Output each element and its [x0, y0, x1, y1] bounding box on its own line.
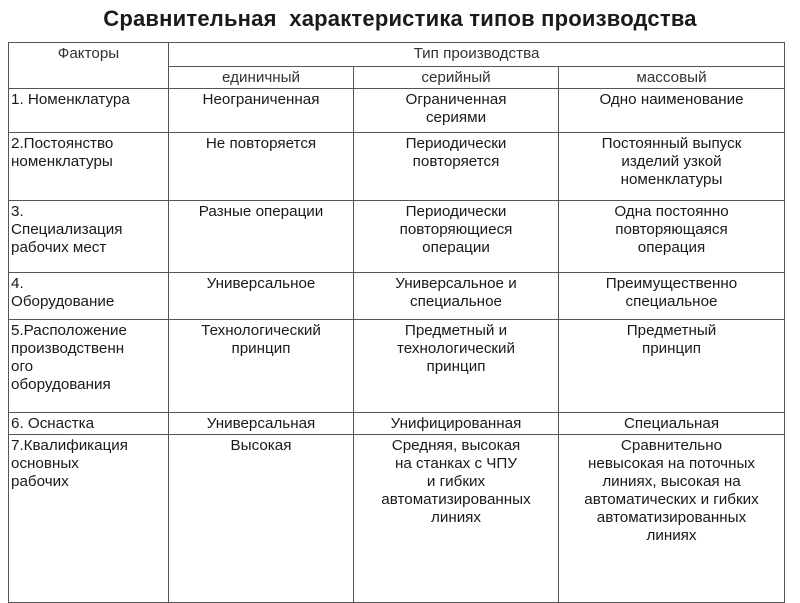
- cell-serial: Средняя, высокая на станках с ЧПУ и гибких автоматизированных линиях: [354, 435, 559, 603]
- cell-single: Технологический принцип: [169, 320, 354, 413]
- cell-mass: Специальная: [559, 413, 785, 435]
- subheader-mass: массовый: [559, 67, 785, 89]
- cell-serial: Ограниченная сериями: [354, 89, 559, 133]
- comparison-table: [8, 42, 785, 603]
- row-factor: 6. Оснастка: [9, 413, 169, 435]
- table-row: [9, 273, 785, 320]
- cell-serial: Универсальное и специальное: [354, 273, 559, 320]
- header-production-type: Тип производства: [169, 43, 785, 67]
- cell-mass: Сравнительно невысокая на поточных линиях, высокая на автоматических и гибких автоматизированных линиях: [559, 435, 785, 603]
- cell-single: Универсальная: [169, 413, 354, 435]
- cell-single: Неограниченная: [169, 89, 354, 133]
- page-title: Сравнительная характеристика типов производства: [103, 6, 697, 31]
- row-factor: 4. Оборудование: [9, 273, 169, 320]
- cell-serial: Периодически повторяется: [354, 133, 559, 201]
- table-row: [9, 201, 785, 273]
- subheader-single: единичный: [169, 67, 354, 89]
- cell-single: Не повторяется: [169, 133, 354, 201]
- header-factors: Факторы: [9, 43, 169, 89]
- row-factor: 7.Квалификация основных рабочих: [9, 435, 169, 603]
- cell-single: Универсальное: [169, 273, 354, 320]
- cell-single: Разные операции: [169, 201, 354, 273]
- cell-mass: Постоянный выпуск изделий узкой номенклатуры: [559, 133, 785, 201]
- row-factor: 2.Постоянство номенклатуры: [9, 133, 169, 201]
- table-row: [9, 435, 785, 603]
- table-row: [9, 133, 785, 201]
- cell-mass: Предметный принцип: [559, 320, 785, 413]
- table-row: [9, 89, 785, 133]
- row-factor: 1. Номенклатура: [9, 89, 169, 133]
- cell-serial: Унифицированная: [354, 413, 559, 435]
- cell-mass: Одно наименование: [559, 89, 785, 133]
- cell-single: Высокая: [169, 435, 354, 603]
- cell-serial: Периодически повторяющиеся операции: [354, 201, 559, 273]
- cell-mass: Одна постоянно повторяющаяся операция: [559, 201, 785, 273]
- row-factor: 5.Расположение производственн ого оборудования: [9, 320, 169, 413]
- subheader-serial: серийный: [354, 67, 559, 89]
- row-factor: 3. Специализация рабочих мест: [9, 201, 169, 273]
- cell-mass: Преимущественно специальное: [559, 273, 785, 320]
- table-row: [9, 320, 785, 413]
- header-row: [9, 43, 785, 67]
- table-row: [9, 413, 785, 435]
- cell-serial: Предметный и технологический принцип: [354, 320, 559, 413]
